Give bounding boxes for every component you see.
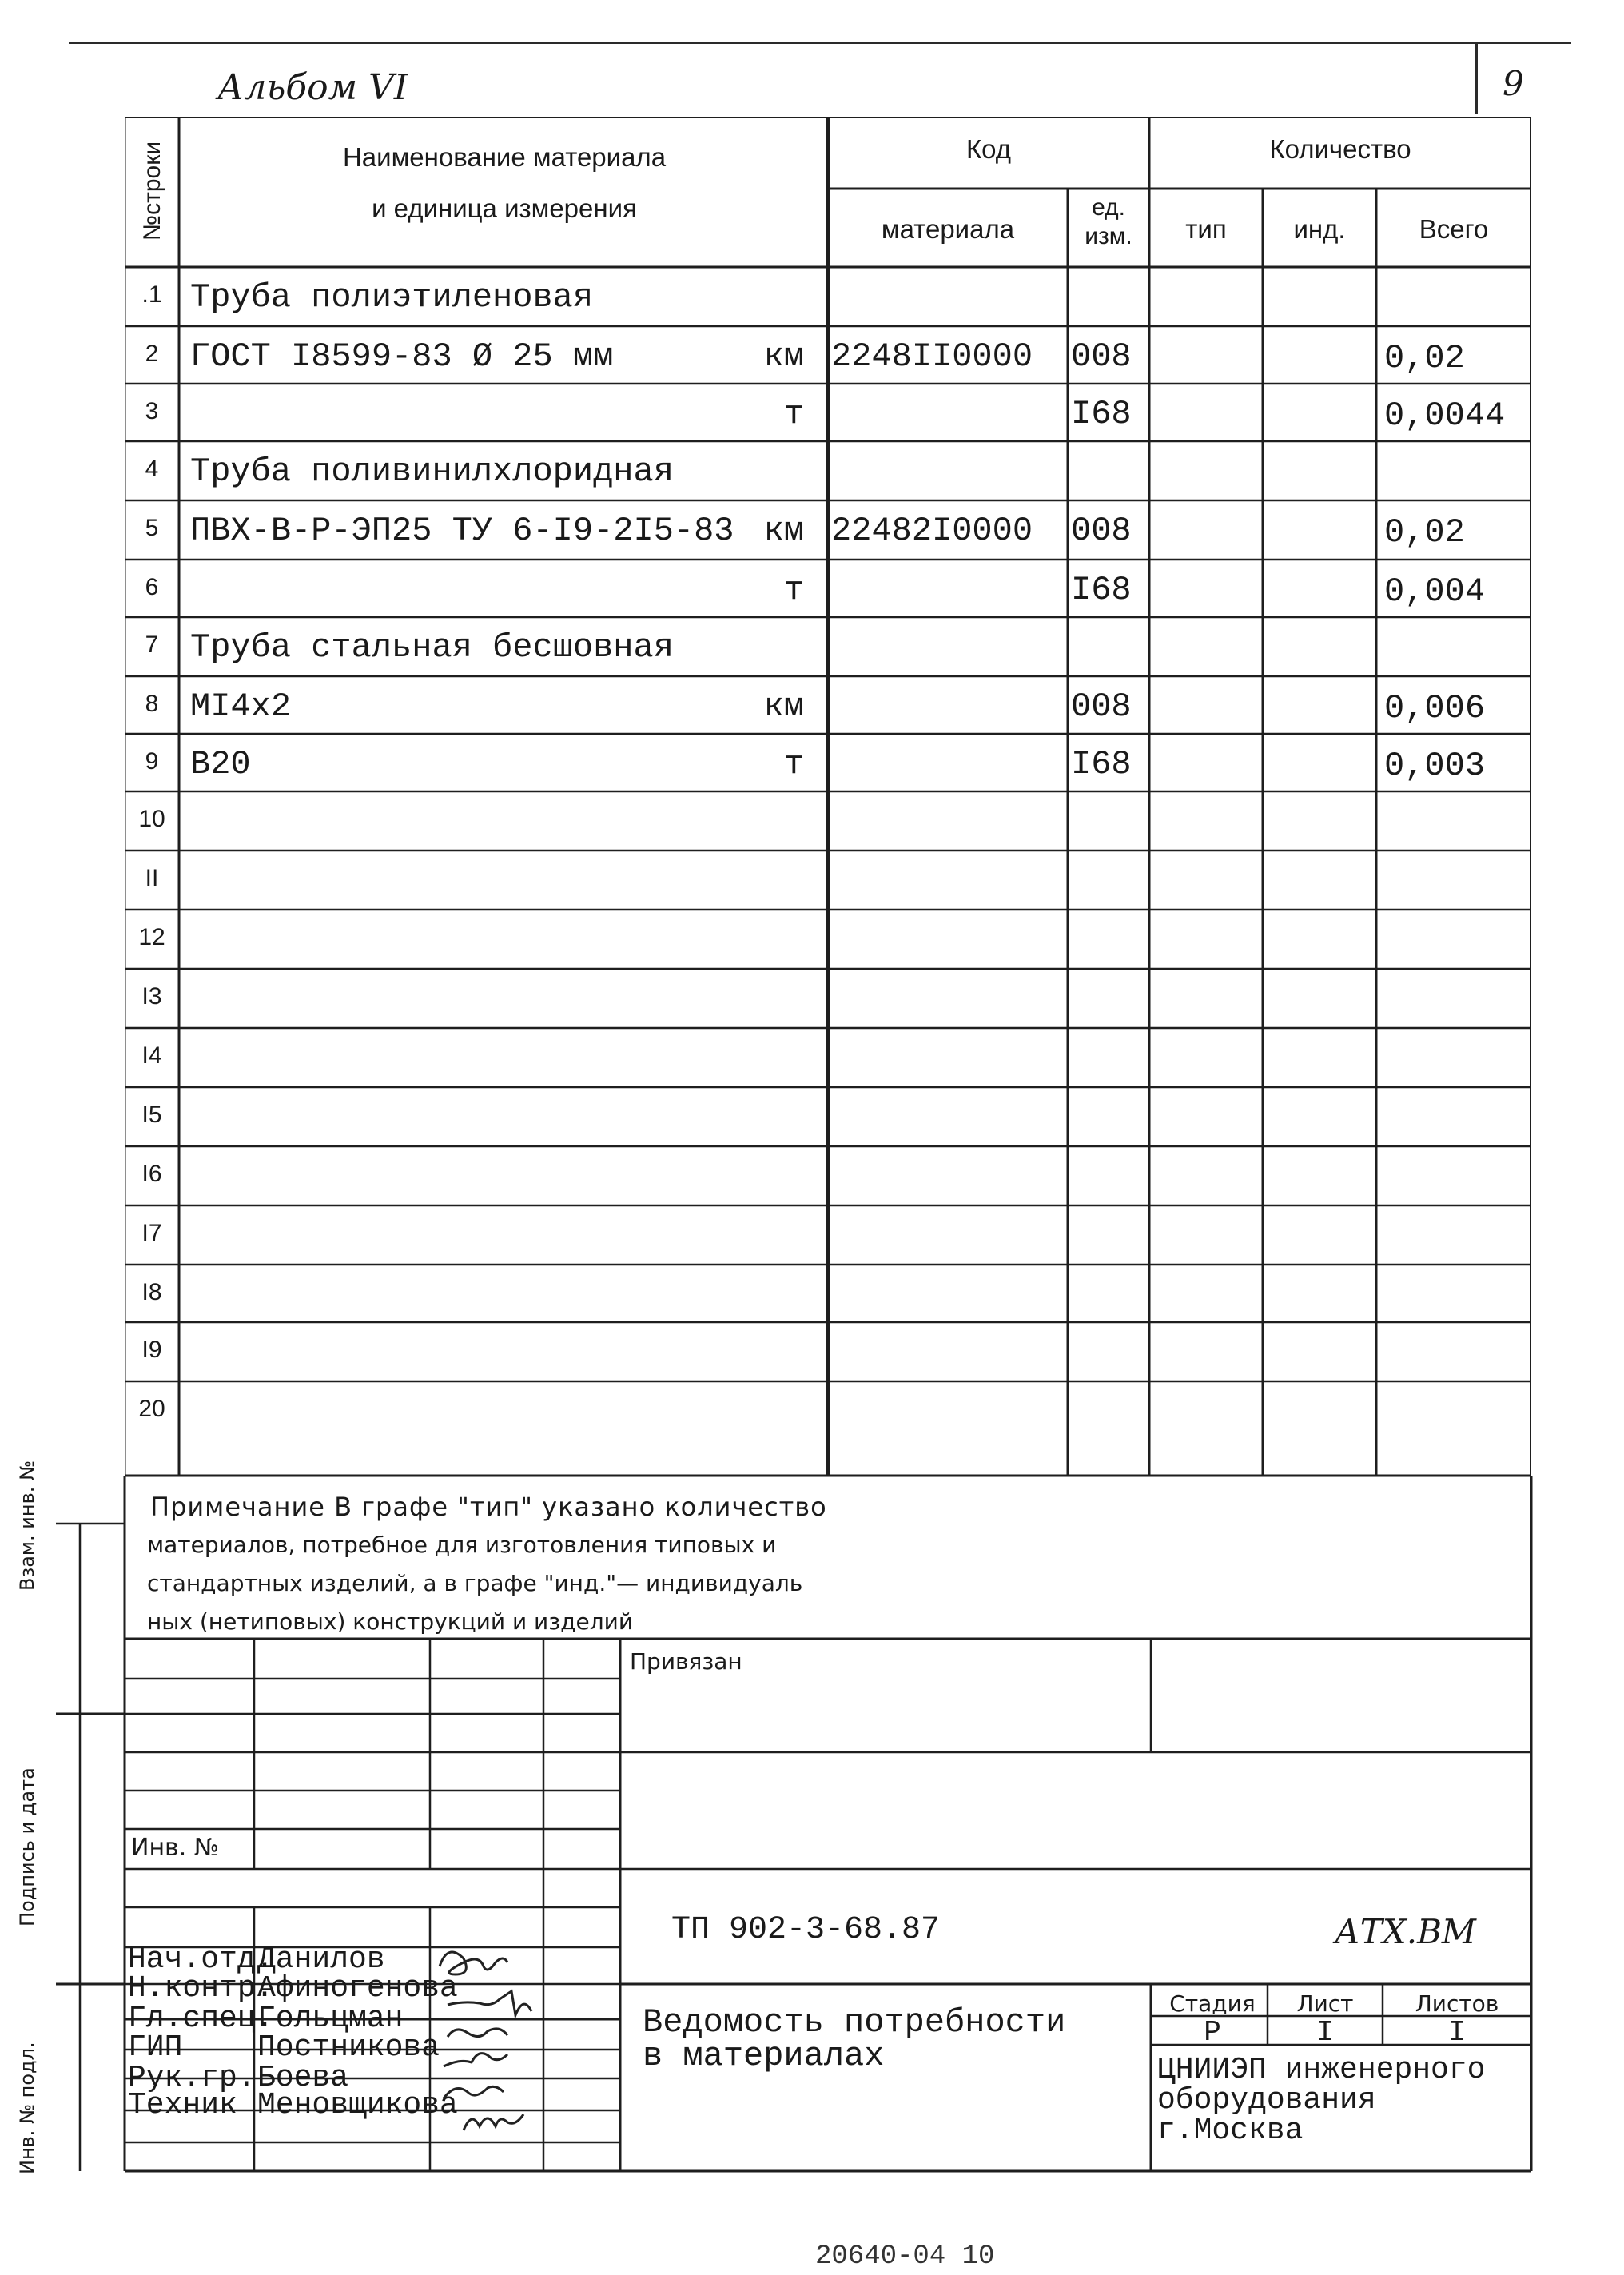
unit-code: 008 (1071, 337, 1132, 376)
quantity-total: 0,02 (1384, 513, 1465, 552)
quantity-header: Количество (1269, 134, 1411, 164)
row-number: I6 (141, 1161, 162, 1187)
row-number: I8 (141, 1279, 162, 1305)
code-unit-header-l1: ед. (1092, 194, 1125, 221)
staff-name: Меновщикова (257, 2088, 458, 2122)
stage-label: Стадия (1169, 1990, 1256, 2017)
quantity-type-header: тип (1185, 214, 1227, 244)
sheet-label: Лист (1296, 1990, 1354, 2017)
side-label-replace-inv: Взам. инв. № (16, 1460, 38, 1591)
organization-line2: оборудования (1157, 2083, 1376, 2118)
code-header: Код (965, 134, 1012, 164)
material-unit: км (763, 337, 804, 376)
staff-name: Афиногенова (257, 1971, 458, 2006)
material-unit: км (763, 512, 804, 550)
row-number: I3 (141, 983, 162, 1010)
top-border (69, 42, 1571, 44)
quantity-total: 0,02 (1384, 339, 1465, 377)
staff-role: Техник (128, 2088, 237, 2122)
materials-table-grid (125, 117, 1531, 1476)
inv-no-label: Инв. № (131, 1834, 220, 1862)
stage-value: Р (1204, 2016, 1221, 2049)
name-header-line1: Наименование материала (342, 142, 667, 172)
side-label-inv-original: Инв. № подл. (16, 2042, 38, 2174)
material-unit: км (763, 687, 804, 726)
material-name: ГОСТ I8599-83 Ø 25 мм (190, 337, 614, 376)
row-number: 2 (145, 341, 159, 367)
quantity-total: 0,003 (1384, 747, 1486, 785)
row-number: 3 (145, 398, 159, 424)
material-name: ПВХ-В-Р-ЭП25 ТУ 6-I9-2I5-83 (190, 512, 734, 550)
document-title-line1: Ведомость потребности (643, 2003, 1066, 2042)
organization-line1: ЦНИИЭП инженерного (1157, 2053, 1486, 2087)
material-code: 22482I0000 (831, 512, 1033, 550)
row-number: 9 (145, 748, 159, 775)
row-number-header (133, 128, 173, 264)
sheets-label: Листов (1415, 1990, 1499, 2017)
staff-role: Гл.спец. (128, 2002, 274, 2036)
quantity-total-header: Всего (1419, 214, 1489, 244)
quantity-total: 0,0044 (1384, 396, 1506, 435)
row-number: I7 (141, 1220, 162, 1246)
document-mark: АТХ.ВМ (1335, 1912, 1476, 1951)
document-title-line2: в материалах (643, 2037, 885, 2075)
staff-name: Гольцман (257, 2002, 404, 2036)
row-number-header-text: №строки (139, 141, 165, 241)
row-number: 12 (138, 924, 165, 950)
unit-code: 008 (1071, 687, 1132, 726)
organization-line3: г.Москва (1157, 2114, 1304, 2148)
row-number: 4 (145, 456, 159, 482)
note-line-2: материалов, потребное для изготовления типовых и (147, 1532, 777, 1558)
material-name: B20 (190, 745, 251, 783)
note-line-3: стандартных изделий, а в графе "инд."— индивидуаль (147, 1570, 803, 1596)
staff-role: Нач.отд. (128, 1942, 274, 1977)
quantity-ind-header: инд. (1293, 214, 1346, 244)
code-material-header: материала (881, 214, 1015, 244)
material-unit: т (783, 571, 804, 609)
row-number: 5 (145, 515, 159, 541)
row-number: .1 (141, 281, 162, 308)
row-number: 8 (145, 691, 159, 717)
row-number: I5 (141, 1102, 162, 1128)
page-number-divider (1475, 42, 1478, 114)
staff-name: Постникова (257, 2030, 440, 2065)
material-name: MI4x2 (190, 687, 292, 726)
quantity-total: 0,006 (1384, 689, 1486, 727)
row-number: 10 (138, 806, 165, 832)
material-name: Труба поливинилхлоридная (190, 452, 674, 491)
unit-code: I68 (1071, 571, 1132, 609)
staff-name: Данилов (257, 1942, 385, 1977)
staff-name: Боева (257, 2061, 349, 2095)
unit-code: I68 (1071, 395, 1132, 433)
code-unit-header-l2: изм. (1085, 223, 1132, 249)
staff-role: Н.контр. (128, 1971, 274, 2006)
document-code: ТП 902-3-68.87 (671, 1912, 941, 1948)
name-header-line2: и единица измерения (372, 193, 637, 223)
material-code: 2248II0000 (831, 337, 1033, 376)
row-number: 6 (145, 574, 159, 600)
album-label: Альбом VI (217, 67, 408, 108)
material-unit: т (783, 395, 804, 433)
signatures-image (432, 1942, 623, 2174)
sheets-value: I (1448, 2016, 1466, 2049)
side-label-signature-date: Подпись и дата (16, 1767, 38, 1926)
staff-role: Рук.гр. (128, 2061, 256, 2095)
row-number: 7 (145, 632, 159, 658)
quantity-total: 0,004 (1384, 572, 1486, 611)
material-name: Труба стальная бесшовная (190, 628, 674, 667)
privyazan-label: Привязан (630, 1648, 742, 1675)
unit-code: I68 (1071, 745, 1132, 783)
staff-role: ГИП (128, 2030, 183, 2065)
note-line-1: Примечание В графе "тип" указано количество (150, 1492, 827, 1522)
sheet-value: I (1316, 2016, 1334, 2049)
title-block-grid (0, 1476, 1624, 2265)
unit-code: 008 (1071, 512, 1132, 550)
material-name: Труба полиэтиленовая (190, 278, 594, 317)
page-number: 9 (1503, 64, 1524, 103)
row-number: II (145, 865, 159, 891)
row-number: I4 (141, 1042, 162, 1069)
row-number: I9 (141, 1337, 162, 1363)
note-line-4: ных (нетиповых) конструкций и изделий (147, 1608, 634, 1635)
material-unit: т (783, 745, 804, 783)
code-unit-header (1068, 193, 1149, 251)
archive-number: 20640-04 10 (815, 2241, 995, 2272)
row-number: 20 (138, 1396, 165, 1422)
